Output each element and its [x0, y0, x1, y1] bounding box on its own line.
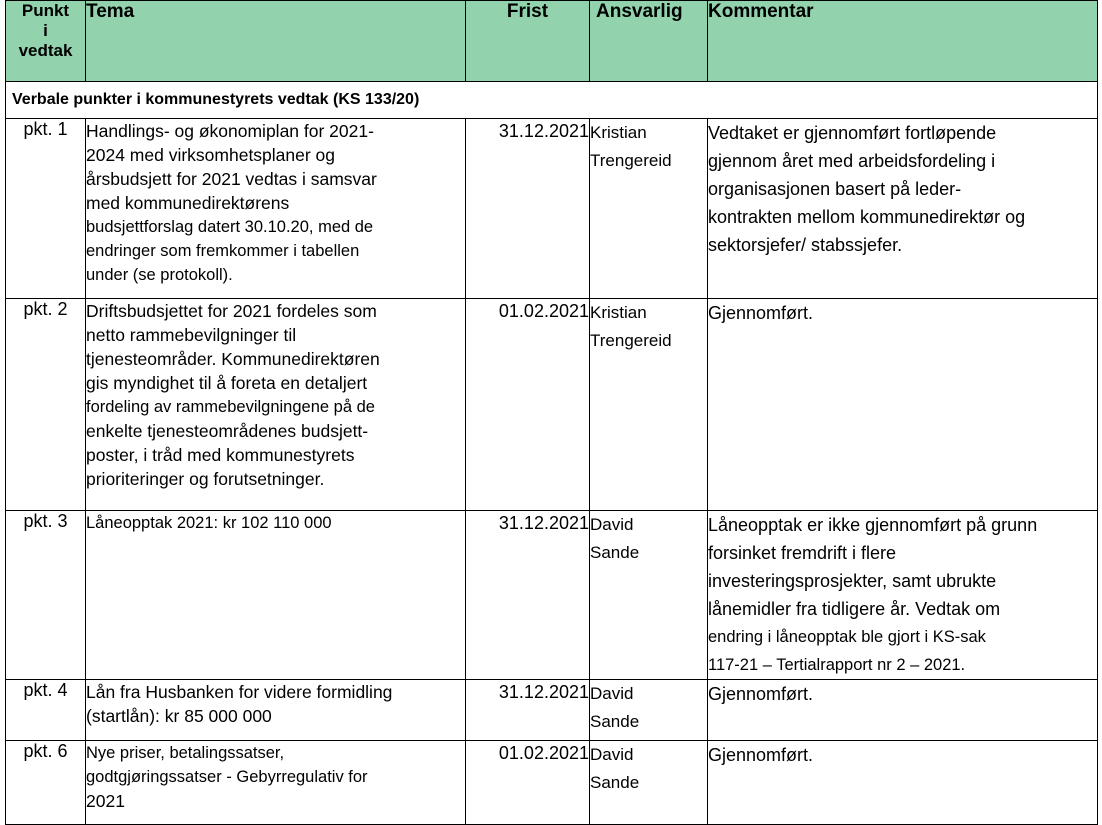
row-frist: 31.12.2021: [466, 680, 590, 741]
row-frist: 31.12.2021: [466, 511, 590, 680]
ansvarlig-line: Trengereid: [590, 331, 672, 350]
tema-line: årsbudsjett for 2021 vedtas i samsvar: [86, 169, 377, 189]
row-ansvarlig: [590, 741, 708, 825]
kommentar-line: 117-21 – Tertialrapport nr 2 – 2021.: [708, 656, 966, 674]
header-kommentar: Kommentar: [708, 1, 1098, 82]
row-punkt: pkt. 4: [6, 680, 86, 741]
kommentar-line: gjennom året med arbeidsfordeling i: [708, 151, 996, 171]
header-frist: Frist: [466, 1, 590, 82]
row-frist: 01.02.2021: [466, 299, 590, 511]
table-row: [6, 299, 1098, 511]
kommentar-line: sektorsjefer/ stabssjefer.: [708, 235, 903, 255]
ansvarlig-line: Sande: [590, 773, 640, 792]
kommentar-line: Vedtaket er gjennomført fortløpende: [708, 123, 997, 143]
ansvarlig-line: David: [590, 684, 634, 703]
table-row: [6, 511, 1098, 680]
row-kommentar: [708, 119, 1098, 299]
tema-line: med kommunedirektørens: [86, 193, 290, 213]
tema-line: Låneopptak 2021: kr 102 110 000: [86, 514, 332, 532]
tema-line: Handlings- og økonomiplan for 2021-: [86, 121, 374, 141]
section-row: [6, 82, 1098, 119]
ansvarlig-line: Kristian: [590, 123, 647, 142]
row-kommentar: [708, 511, 1098, 680]
kommentar-line: endring i låneopptak ble gjort i KS-sak: [708, 628, 986, 646]
row-frist: 31.12.2021: [466, 119, 590, 299]
header-punkt: [6, 1, 86, 82]
kommentar-line: Gjennomført.: [708, 745, 814, 765]
tema-line: budsjettforslag datert 30.10.20, med de: [86, 218, 374, 236]
tema-line: prioriteringer og forutsetninger.: [86, 469, 325, 489]
header-punkt-line: i: [43, 21, 48, 40]
kommentar-line: kontrakten mellom kommunedirektør og: [708, 207, 1026, 227]
tema-line: 2021: [86, 791, 125, 811]
tema-line: Lån fra Husbanken for videre formidling: [86, 682, 393, 702]
table-row: [6, 680, 1098, 741]
row-punkt: pkt. 1: [6, 119, 86, 299]
row-kommentar: [708, 680, 1098, 741]
table-row: [6, 119, 1098, 299]
kommentar-line: investeringsprosjekter, samt ubrukte: [708, 571, 997, 591]
tema-line: poster, i tråd med kommunestyrets: [86, 445, 355, 465]
row-punkt: pkt. 2: [6, 299, 86, 511]
row-kommentar: [708, 741, 1098, 825]
row-tema: [86, 741, 466, 825]
ansvarlig-line: David: [590, 745, 634, 764]
kommentar-line: Låneopptak er ikke gjennomført på grunn: [708, 515, 1038, 535]
header-punkt-line: vedtak: [18, 41, 73, 60]
row-tema: [86, 299, 466, 511]
tema-line: endringer som fremkommer i tabellen: [86, 242, 360, 260]
header-punkt-line: Punkt: [21, 1, 70, 20]
row-ansvarlig: [590, 299, 708, 511]
kommentar-line: lånemidler fra tidligere år. Vedtak om: [708, 599, 1001, 619]
ansvarlig-line: Sande: [590, 712, 640, 731]
row-tema: [86, 680, 466, 741]
ansvarlig-line: Trengereid: [590, 151, 672, 170]
ansvarlig-line: David: [590, 515, 634, 534]
row-punkt: pkt. 6: [6, 741, 86, 825]
tema-line: gis myndighet til å foreta en detaljert: [86, 373, 368, 393]
tema-line: Driftsbudsjettet for 2021 fordeles som: [86, 301, 377, 321]
row-kommentar: [708, 299, 1098, 511]
kommentar-line: Gjennomført.: [708, 684, 814, 704]
kommentar-line: organisasjonen basert på leder-: [708, 179, 962, 199]
vedtak-table: [5, 0, 1098, 825]
tema-line: enkelte tjenesteområdenes budsjett-: [86, 421, 369, 441]
row-ansvarlig: [590, 119, 708, 299]
row-ansvarlig: [590, 511, 708, 680]
table-row: [6, 741, 1098, 825]
row-punkt: pkt. 3: [6, 511, 86, 680]
tema-line: tjenesteområder. Kommunedirektøren: [86, 349, 380, 369]
row-ansvarlig: [590, 680, 708, 741]
tema-line: (startlån): kr 85 000 000: [86, 706, 272, 726]
tema-line: godtgjøringssatser - Gebyrregulativ for: [86, 768, 368, 786]
ansvarlig-line: Sande: [590, 543, 640, 562]
tema-line: 2024 med virksomhetsplaner og: [86, 145, 336, 165]
ansvarlig-line: Kristian: [590, 303, 647, 322]
section-title: Verbale punkter i kommunestyrets vedtak (KS 133/20): [6, 82, 1098, 119]
row-tema: [86, 511, 466, 680]
header-row: [6, 1, 1098, 82]
header-ansvarlig: Ansvarlig: [590, 1, 708, 82]
header-tema: Tema: [86, 1, 466, 82]
kommentar-line: forsinket fremdrift i flere: [708, 543, 897, 563]
row-frist: 01.02.2021: [466, 741, 590, 825]
kommentar-line: Gjennomført.: [708, 303, 814, 323]
row-tema: [86, 119, 466, 299]
tema-line: under (se protokoll).: [86, 266, 233, 284]
tema-line: Nye priser, betalingssatser,: [86, 744, 285, 762]
tema-line: netto rammebevilgninger til: [86, 325, 297, 345]
tema-line: fordeling av rammebevilgningene på de: [86, 398, 375, 416]
